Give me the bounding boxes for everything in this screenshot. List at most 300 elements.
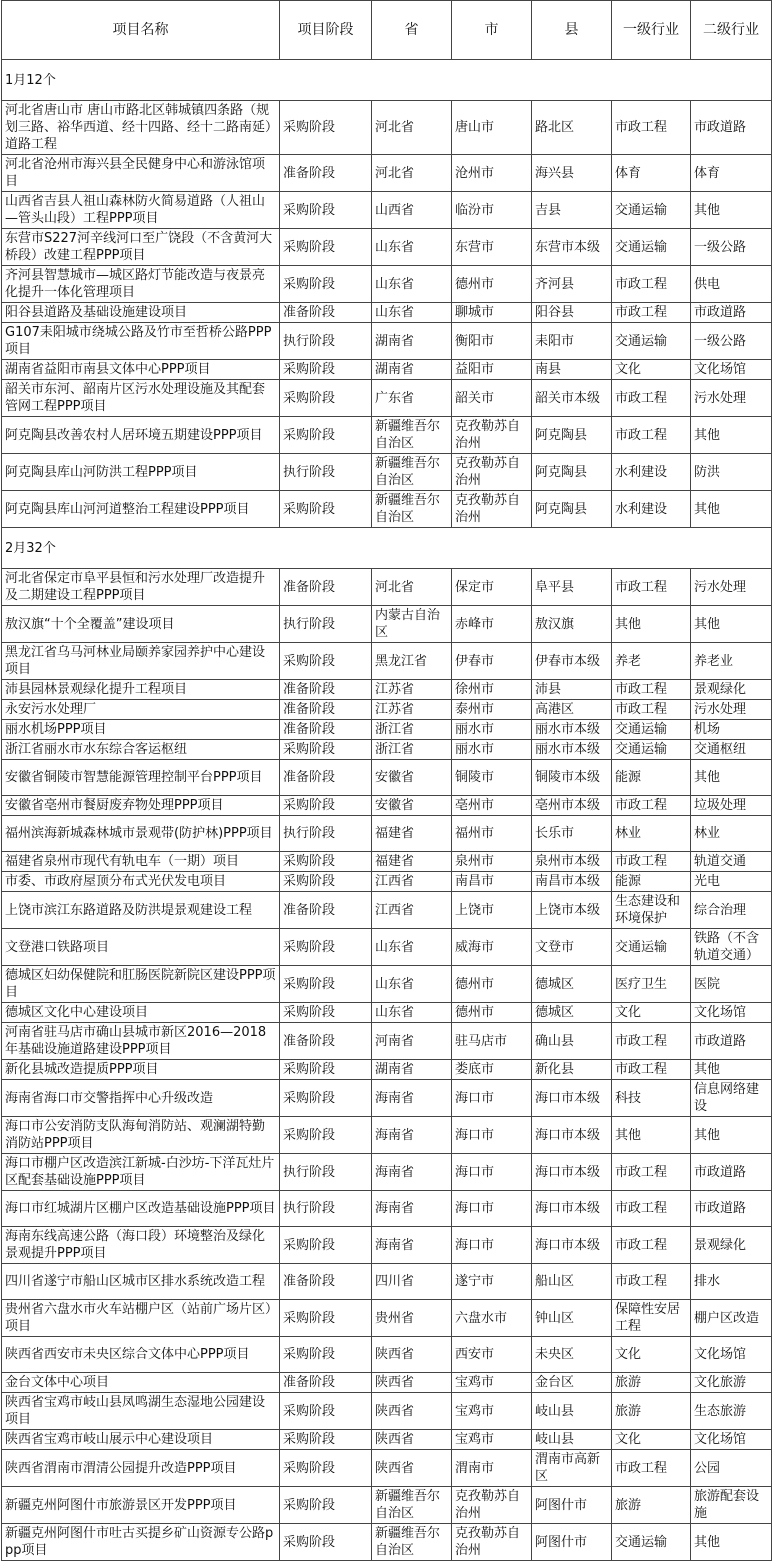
table-cell: 福建省泉州市现代有轨电车（一期）项目 [2,852,280,872]
table-row [2,740,772,760]
table-cell: 市政工程 [612,266,691,303]
table-row [2,760,772,796]
table-cell: 伊春市本级 [532,643,612,680]
table-cell: 内蒙古自治区 [372,606,452,643]
table-cell: 铜陵市 [452,760,532,796]
table-cell: 生态建设和环境保护 [612,892,691,929]
table-cell: 阳谷县道路及基础设施建设项目 [2,303,280,323]
table-cell: 沛县 [532,680,612,700]
table-row [2,266,772,303]
table-cell: 医疗卫生 [612,966,691,1003]
table-cell: 新化县城改造提质PPP项目 [2,1060,280,1080]
table-cell: 市政工程 [612,1154,691,1191]
table-cell: 准备阶段 [280,303,372,323]
table-cell: 海南省 [372,1227,452,1264]
table-cell: 采购阶段 [280,740,372,760]
table-cell: 旅游 [612,1373,691,1393]
table-cell: 采购阶段 [280,643,372,680]
table-cell: 文化场馆 [691,360,772,380]
table-cell: 采购阶段 [280,192,372,229]
table-cell: 排水 [691,1264,772,1300]
table-row [2,1023,772,1060]
table-cell: 防洪 [691,454,772,491]
table-cell: 威海市 [452,929,532,966]
table-cell: 采购阶段 [280,852,372,872]
table-cell: 陕西省 [372,1430,452,1450]
ppp-project-table [1,0,772,1561]
table-cell: 广东省 [372,380,452,417]
table-cell: 新疆维吾尔自治区 [372,417,452,454]
table-cell: 其他 [691,491,772,528]
table-cell: 市政工程 [612,303,691,323]
table-cell: 市政工程 [612,700,691,720]
table-cell: 林业 [691,816,772,852]
table-cell: 陕西省宝鸡市岐山展示中心建设项目 [2,1430,280,1450]
table-cell: 陕西省渭南市渭清公园提升改造PPP项目 [2,1450,280,1487]
table-cell: 旅游 [612,1393,691,1430]
table-row [2,101,772,155]
table-cell: 海口市 [452,1117,532,1154]
table-cell: 准备阶段 [280,569,372,606]
table-cell: 陕西省 [372,1373,452,1393]
table-cell: 阿图什市 [532,1524,612,1561]
table-cell: 海兴县 [532,155,612,192]
table-cell: 德城区妇幼保健院和肛肠医院新院区建设PPP项目 [2,966,280,1003]
table-row [2,569,772,606]
table-cell: 铁路（不含轨道交通） [691,929,772,966]
table-cell: 执行阶段 [280,454,372,491]
table-cell: 科技 [612,1080,691,1117]
table-row [2,1524,772,1561]
table-row [2,606,772,643]
table-cell: 养老 [612,643,691,680]
table-row [2,1450,772,1487]
table-cell: 遂宁市 [452,1264,532,1300]
table-cell: 衡阳市 [452,323,532,360]
table-cell: 河北省唐山市 唐山市路北区韩城镇四条路（规划三路、裕华西道、经十四路、经十二路南延）道路工程 [2,101,280,155]
table-cell: 高港区 [532,700,612,720]
table-cell: 机场 [691,720,772,740]
table-row [2,380,772,417]
table-cell: 准备阶段 [280,700,372,720]
table-cell: 海南省 [372,1191,452,1227]
table-cell: 福州滨海新城森林城市景观带(防护林)PPP项目 [2,816,280,852]
table-cell: 海南省 [372,1080,452,1117]
table-cell: 海南东线高速公路（海口段）环境整治及绿化景观提升PPP项目 [2,1227,280,1264]
table-cell: 安徽省铜陵市智慧能源管理控制平台PPP项目 [2,760,280,796]
table-row [2,1154,772,1191]
table-cell: 四川省遂宁市船山区城市区排水系统改造工程 [2,1264,280,1300]
table-cell: 海南省 [372,1154,452,1191]
table-cell: 文化场馆 [691,1430,772,1450]
table-row [2,796,772,816]
table-cell: 市政道路 [691,303,772,323]
table-cell: 浙江省 [372,720,452,740]
table-cell: 湖南省 [372,1060,452,1080]
table-cell: 丽水市 [452,740,532,760]
table-cell: 山东省 [372,229,452,266]
table-cell: 韶关市 [452,380,532,417]
table-row [2,323,772,360]
table-cell: 丽水市本级 [532,720,612,740]
table-cell: 准备阶段 [280,1023,372,1060]
header-row [2,1,772,60]
table-row [2,643,772,680]
table-cell: 采购阶段 [280,1003,372,1023]
table-cell: 德州市 [452,266,532,303]
table-cell: 敖汉旗 [532,606,612,643]
table-cell: 污水处理 [691,569,772,606]
table-cell: 交通运输 [612,740,691,760]
table-row [2,720,772,740]
table-cell: 准备阶段 [280,1264,372,1300]
table-row [2,1060,772,1080]
table-cell: 安徽省 [372,760,452,796]
table-cell: 采购阶段 [280,1487,372,1524]
table-row [2,192,772,229]
table-cell: 海口市本级 [532,1154,612,1191]
table-cell: 海口市本级 [532,1080,612,1117]
table-cell: 海南省 [372,1117,452,1154]
table-cell: 海口市 [452,1191,532,1227]
table-cell: 新疆维吾尔自治区 [372,1524,452,1561]
table-cell: 沛县园林景观绿化提升工程项目 [2,680,280,700]
table-cell: 执行阶段 [280,1154,372,1191]
table-cell: 浙江省丽水市水东综合客运枢纽 [2,740,280,760]
table-cell: 保障性安居工程 [612,1300,691,1337]
table-cell: 市政工程 [612,1450,691,1487]
table-cell: 唐山市 [452,101,532,155]
table-cell: 阿克陶县 [532,417,612,454]
table-cell: 德城区文化中心建设项目 [2,1003,280,1023]
table-cell: 福建省 [372,816,452,852]
table-cell: 保定市 [452,569,532,606]
table-cell: 文化 [612,1003,691,1023]
table-cell: 德城区 [532,1003,612,1023]
table-cell: 渭南市高新区 [532,1450,612,1487]
table-cell: 阜平县 [532,569,612,606]
table-cell: 其他 [691,1524,772,1561]
table-cell: 准备阶段 [280,1373,372,1393]
table-cell: 采购阶段 [280,229,372,266]
table-cell: 浙江省 [372,740,452,760]
table-cell: 阳谷县 [532,303,612,323]
table-cell: 德州市 [452,966,532,1003]
table-cell: 陕西省 [372,1450,452,1487]
section-row [2,528,772,569]
table-cell: 市政工程 [612,796,691,816]
table-cell: 陕西省宝鸡市岐山县凤鸣湖生态湿地公园建设项目 [2,1393,280,1430]
table-cell: 钟山区 [532,1300,612,1337]
table-cell: 市政工程 [612,1023,691,1060]
table-cell: 湖南省 [372,360,452,380]
table-cell: 执行阶段 [280,1191,372,1227]
table-cell: 六盘水市 [452,1300,532,1337]
table-cell: 市政道路 [691,1023,772,1060]
table-body [2,60,772,1561]
table-cell: 永安污水处理厂 [2,700,280,720]
table-cell: 江西省 [372,892,452,929]
column-header: 项目名称 [2,1,280,60]
table-cell: 江苏省 [372,700,452,720]
table-cell: 采购阶段 [280,1337,372,1373]
table-cell: 阿克陶县 [532,454,612,491]
table-cell: 海口市本级 [532,1191,612,1227]
table-cell: 能源 [612,872,691,892]
table-row [2,1393,772,1430]
table-row [2,929,772,966]
table-cell: 采购阶段 [280,1393,372,1430]
table-cell: 金台文体中心项目 [2,1373,280,1393]
table-cell: 亳州市 [452,796,532,816]
table-cell: 上饶市本级 [532,892,612,929]
table-cell: 阿克陶县改善农村人居环境五期建设PPP项目 [2,417,280,454]
table-cell: 河北省保定市阜平县恒和污水处理厂改造提升及二期建设工程PPP项目 [2,569,280,606]
table-cell: 市政工程 [612,1191,691,1227]
table-cell: 文化场馆 [691,1337,772,1373]
table-cell: 河南省 [372,1023,452,1060]
table-cell: 耒阳市 [532,323,612,360]
table-row [2,816,772,852]
table-cell: 韶关市本级 [532,380,612,417]
table-cell: 准备阶段 [280,680,372,700]
table-cell: 山西省 [372,192,452,229]
column-header: 二级行业 [691,1,772,60]
table-cell: 生态旅游 [691,1393,772,1430]
table-cell: 湖南省益阳市南县文体中心PPP项目 [2,360,280,380]
table-cell: 安徽省亳州市餐厨废弃物处理PPP项目 [2,796,280,816]
table-cell: 吉县 [532,192,612,229]
table-cell: 泰州市 [452,700,532,720]
table-cell: 文化场馆 [691,1003,772,1023]
table-cell: 采购阶段 [280,380,372,417]
table-cell: 交通枢纽 [691,740,772,760]
table-row [2,1003,772,1023]
table-cell: 市政工程 [612,1060,691,1080]
table-cell: 一级公路 [691,229,772,266]
table-cell: 阿克陶县库山河河道整治工程建设PPP项目 [2,491,280,528]
table-cell: 市政工程 [612,680,691,700]
table-cell: 市政工程 [612,852,691,872]
table-cell: 福建省 [372,852,452,872]
table-cell: 水利建设 [612,491,691,528]
table-cell: 海口市红城湖片区棚户区改造基础设施PPP项目 [2,1191,280,1227]
table-cell: 安徽省 [372,796,452,816]
table-cell: 污水处理 [691,380,772,417]
table-cell: 采购阶段 [280,1227,372,1264]
table-row [2,700,772,720]
table-cell: 文化 [612,360,691,380]
table-cell: 垃圾处理 [691,796,772,816]
table-cell: 交通运输 [612,1524,691,1561]
table-cell: 文化 [612,1337,691,1373]
table-cell: 新化县 [532,1060,612,1080]
table-cell: 宝鸡市 [452,1430,532,1450]
table-cell: 南县 [532,360,612,380]
table-cell: 市政道路 [691,1154,772,1191]
table-cell: 河北省沧州市海兴县全民健身中心和游泳馆项目 [2,155,280,192]
table-cell: 山东省 [372,929,452,966]
table-cell: 丽水市 [452,720,532,740]
table-cell: 亳州市本级 [532,796,612,816]
table-cell: 河北省 [372,569,452,606]
table-row [2,1080,772,1117]
table-cell: 黑龙江省乌马河林业局颐养家园养护中心建设项目 [2,643,280,680]
table-cell: 执行阶段 [280,816,372,852]
table-cell: 能源 [612,760,691,796]
table-cell: 文化旅游 [691,1373,772,1393]
table-cell: 市政工程 [612,1264,691,1300]
table-cell: 采购阶段 [280,966,372,1003]
table-cell: 东营市S227河辛线河口至广饶段（不含黄河大桥段）改建工程PPP项目 [2,229,280,266]
table-cell: 其他 [691,192,772,229]
table-cell: 西安市 [452,1337,532,1373]
table-cell: 准备阶段 [280,892,372,929]
table-cell: 其他 [691,1060,772,1080]
table-cell: 旅游配套设施 [691,1487,772,1524]
table-cell: 齐河县 [532,266,612,303]
table-cell: 南昌市 [452,872,532,892]
table-cell: 准备阶段 [280,155,372,192]
table-cell: 宝鸡市 [452,1373,532,1393]
table-row [2,1430,772,1450]
table-cell: 公园 [691,1450,772,1487]
table-row [2,872,772,892]
table-cell: 沧州市 [452,155,532,192]
table-cell: 河北省 [372,101,452,155]
table-cell: 采购阶段 [280,417,372,454]
table-cell: 克孜勒苏自治州 [452,1487,532,1524]
table-cell: 岐山县 [532,1393,612,1430]
table-cell: 未央区 [532,1337,612,1373]
table-cell: 上饶市 [452,892,532,929]
table-cell: 其他 [612,606,691,643]
table-row [2,1373,772,1393]
table-cell: 伊春市 [452,643,532,680]
table-cell: 其他 [691,1117,772,1154]
table-cell: 采购阶段 [280,1430,372,1450]
table-row [2,417,772,454]
table-row [2,491,772,528]
table-cell: 采购阶段 [280,101,372,155]
column-header: 省 [372,1,452,60]
table-cell: 市政工程 [612,1227,691,1264]
table-row [2,360,772,380]
table-cell: 采购阶段 [280,1117,372,1154]
table-cell: 克孜勒苏自治州 [452,454,532,491]
table-cell: 江西省 [372,872,452,892]
table-cell: 海口市 [452,1080,532,1117]
table-cell: 山东省 [372,303,452,323]
table-cell: 德州市 [452,1003,532,1023]
table-cell: 陕西省西安市未央区综合文体中心PPP项目 [2,1337,280,1373]
table-row [2,1264,772,1300]
table-cell: 轨道交通 [691,852,772,872]
section-title: 1月12个 [2,60,772,101]
table-cell: 一级公路 [691,323,772,360]
table-cell: 棚户区改造 [691,1300,772,1337]
table-row [2,155,772,192]
column-header: 县 [532,1,612,60]
table-cell: 福州市 [452,816,532,852]
table-cell: 东营市 [452,229,532,266]
table-cell: 新疆维吾尔自治区 [372,491,452,528]
table-cell: 新疆克州阿图什市吐古买提乡矿山资源专公路ppp项目 [2,1524,280,1561]
table-cell: 山东省 [372,966,452,1003]
table-cell: 韶关市东河、韶南片区污水处理设施及其配套管网工程PPP项目 [2,380,280,417]
table-cell: 南昌市本级 [532,872,612,892]
table-cell: 体育 [612,155,691,192]
table-cell: 采购阶段 [280,1060,372,1080]
table-cell: 丽水市本级 [532,740,612,760]
table-row [2,1300,772,1337]
table-cell: 景观绿化 [691,680,772,700]
table-cell: 市政工程 [612,380,691,417]
table-row [2,1487,772,1524]
table-cell: 宝鸡市 [452,1393,532,1430]
table-cell: 采购阶段 [280,929,372,966]
table-cell: 交通运输 [612,929,691,966]
table-cell: 市政工程 [612,417,691,454]
table-cell: 克孜勒苏自治州 [452,491,532,528]
table-cell: 金台区 [532,1373,612,1393]
table-cell: 新疆克州阿图什市旅游景区开发PPP项目 [2,1487,280,1524]
table-cell: 体育 [691,155,772,192]
table-cell: 市政道路 [691,101,772,155]
table-cell: 德城区 [532,966,612,1003]
table-cell: 泉州市 [452,852,532,872]
column-header: 一级行业 [612,1,691,60]
table-cell: 市委、市政府屋顶分布式光伏发电项目 [2,872,280,892]
table-cell: 海口市本级 [532,1117,612,1154]
table-cell: 其他 [691,606,772,643]
table-cell: 市政工程 [612,101,691,155]
table-cell: 上饶市滨江东路道路及防洪堤景观建设工程 [2,892,280,929]
table-row [2,1117,772,1154]
table-cell: 采购阶段 [280,872,372,892]
table-cell: 驻马店市 [452,1023,532,1060]
table-cell: 徐州市 [452,680,532,700]
table-cell: 采购阶段 [280,491,372,528]
table-cell: 采购阶段 [280,796,372,816]
table-cell: 采购阶段 [280,1080,372,1117]
table-cell: 市政道路 [691,1191,772,1227]
table-cell: 执行阶段 [280,606,372,643]
table-cell: 海口市本级 [532,1227,612,1264]
table-cell: 医院 [691,966,772,1003]
table-cell: 交通运输 [612,323,691,360]
table-cell: 山东省 [372,266,452,303]
table-cell: 供电 [691,266,772,303]
column-header: 市 [452,1,532,60]
table-cell: 阿图什市 [532,1487,612,1524]
table-cell: 景观绿化 [691,1227,772,1264]
table-cell: 陕西省 [372,1337,452,1373]
table-cell: G107耒阳城市绕城公路及竹市至哲桥公路PPP项目 [2,323,280,360]
table-cell: 齐河县智慧城市—城区路灯节能改造与夜景亮化提升一体化管理项目 [2,266,280,303]
table-cell: 综合治理 [691,892,772,929]
table-cell: 准备阶段 [280,760,372,796]
table-cell: 敖汉旗“十个全覆盖”建设项目 [2,606,280,643]
table-cell: 阿克陶县 [532,491,612,528]
column-header: 项目阶段 [280,1,372,60]
table-row [2,454,772,491]
table-row [2,680,772,700]
table-cell: 山西省吉县人祖山森林防火简易道路（人祖山—管头山段）工程PPP项目 [2,192,280,229]
table-cell: 文化 [612,1430,691,1450]
table-cell: 贵州省 [372,1300,452,1337]
table-row [2,966,772,1003]
